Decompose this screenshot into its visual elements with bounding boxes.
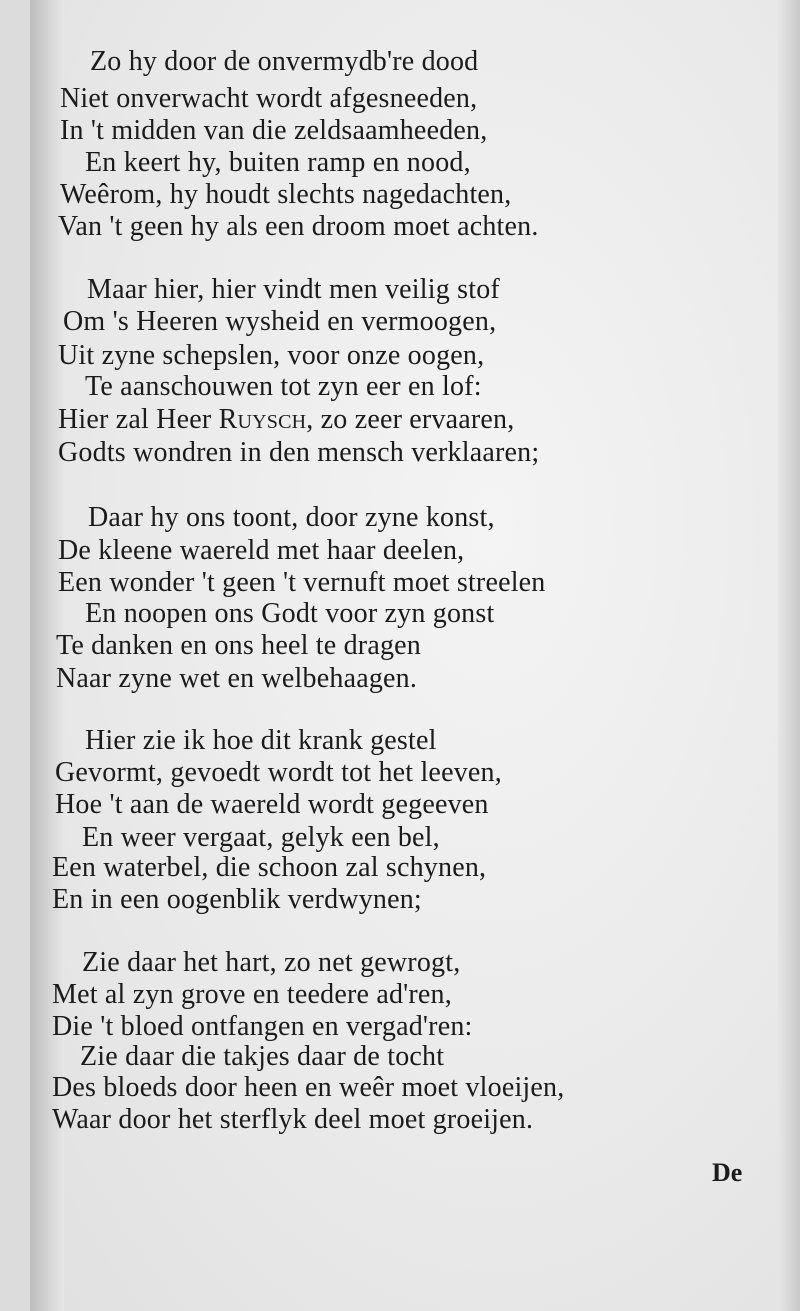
poem-line: Godts wondren in den mensch verklaaren; [58, 437, 540, 468]
poem-line: Zie daar het hart, zo net gewrogt, [82, 947, 461, 978]
poem-line: Des bloeds door heen en weêr moet vloeijen, [52, 1072, 565, 1103]
poem-line-start: Hier zal Heer [58, 404, 219, 435]
poem-line: Met al zyn grove en teedere ad'ren, [52, 979, 452, 1010]
poem-line: Uit zyne schepslen, voor onze oogen, [58, 340, 485, 371]
poem-line: En weer vergaat, gelyk een bel, [82, 822, 440, 853]
poem-line: In 't midden van die zeldsaamheeden, [60, 115, 488, 146]
poem-line: Een wonder 't geen 't vernuft moet streelen [58, 567, 546, 598]
poem-line: Een waterbel, die schoon zal schynen, [52, 852, 487, 883]
poem-line: Hier zie ik hoe dit krank gestel [85, 725, 437, 756]
poem-line: Te danken en ons heel te dragen [56, 630, 421, 661]
poem-line: Zo hy door de onvermydb're dood [90, 46, 479, 77]
poem-line: Daar hy ons toont, door zyne konst, [88, 502, 495, 533]
poem-line: En in een oogenblik verdwynen; [52, 884, 422, 915]
poem-line: En keert hy, buiten ramp en nood, [85, 147, 471, 178]
poem-line: Niet onverwacht wordt afgesneeden, [60, 83, 478, 114]
poem-line: Gevormt, gevoedt wordt tot het leeven, [55, 757, 502, 788]
poem-line: Maar hier, hier vindt men veilig stof [87, 274, 500, 305]
poem-line: Zie daar die takjes daar de tocht [80, 1041, 445, 1072]
poem-line: Weêrom, hy houdt slechts nagedachten, [60, 179, 512, 210]
page-edge [778, 0, 800, 1311]
catchword: De [712, 1158, 743, 1187]
poem-line-end: , zo zeer ervaaren, [306, 404, 515, 435]
poem-line: Waar door het sterflyk deel moet groeijen. [52, 1104, 534, 1135]
poem-line: De kleene waereld met haar deelen, [58, 535, 465, 566]
poem-line: Hoe 't aan de waereld wordt gegeeven [55, 789, 489, 820]
poem-line: En noopen ons Godt voor zyn gonst [85, 598, 495, 629]
poem-line: Die 't bloed ontfangen en vergad'ren: [52, 1011, 473, 1042]
proper-name: Ruysch [218, 404, 307, 435]
book-page [30, 0, 800, 1311]
poem-line: Van 't geen hy als een droom moet achten. [58, 211, 539, 242]
poem-line: Te aanschouwen tot zyn eer en lof: [85, 371, 482, 402]
poem-line: Naar zyne wet en welbehaagen. [56, 663, 418, 694]
poem-line [58, 404, 514, 436]
poem-line: Om 's Heeren wysheid en vermoogen, [63, 306, 497, 337]
